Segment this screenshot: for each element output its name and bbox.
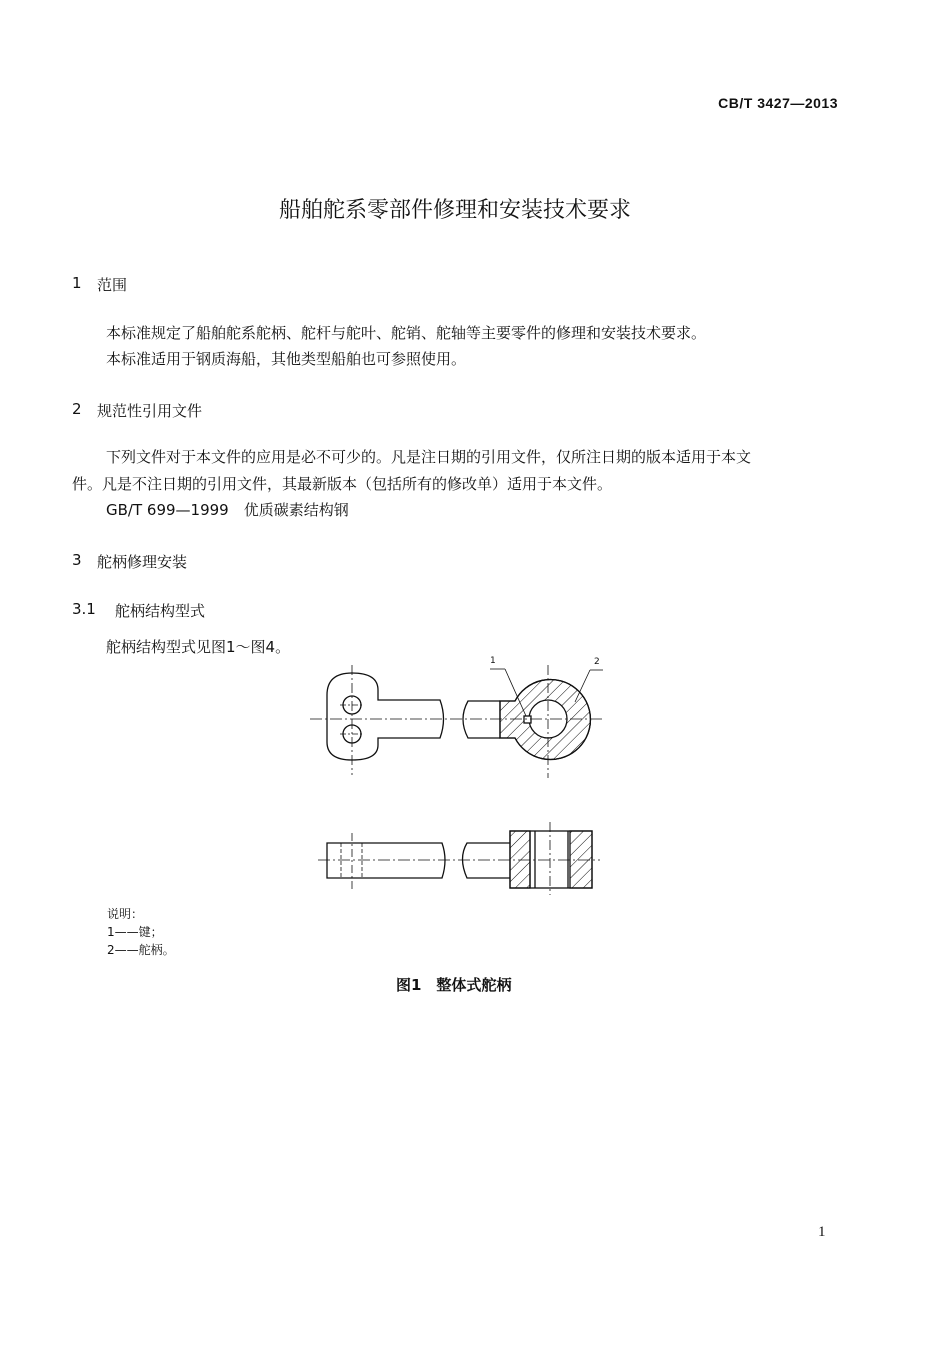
- normative-reference: GB/T 699—1999 优质碳素结构钢: [106, 501, 349, 519]
- section-2-number: 2: [72, 400, 82, 418]
- section-3-1-heading: 舵柄结构型式: [115, 602, 206, 620]
- section-1-heading: 范围: [97, 276, 128, 294]
- document-title: 船舶舵系零部件修理和安装技术要求: [278, 198, 631, 223]
- section-2-para-line-2: 件。凡是不注日期的引用文件，其最新版本（包括所有的修改单）适用于本文件。: [72, 475, 613, 493]
- standard-number: CB/T 3427—2013: [718, 95, 838, 111]
- legend-item-2: 2——舵柄。: [107, 943, 175, 957]
- page-number: 1: [818, 1224, 826, 1240]
- section-1-para-1: 本标准规定了船舶舵系舵柄、舵杆与舵叶、舵销、舵轴等主要零件的修理和安装技术要求。: [106, 324, 707, 342]
- section-3-1-number: 3.1: [72, 600, 96, 618]
- section-3-1-para: 舵柄结构型式见图1～图4。: [106, 638, 291, 656]
- side-view-arm: [327, 843, 445, 878]
- section-2-heading: 规范性引用文件: [97, 402, 203, 420]
- callout-2: 2: [594, 657, 600, 667]
- section-2-para-line-1: 下列文件对于本文件的应用是必不可少的。凡是注日期的引用文件，仅所注日期的版本适用于本文: [106, 448, 752, 466]
- figure-caption: 图1 整体式舵柄: [396, 976, 512, 994]
- key: [524, 716, 531, 723]
- section-1-number: 1: [72, 274, 82, 292]
- legend-title: 说明：: [107, 907, 144, 921]
- section-3-heading: 舵柄修理安装: [97, 553, 188, 571]
- tiller-end-outline: [327, 673, 444, 760]
- section-3-number: 3: [72, 551, 82, 569]
- callout-1: 1: [490, 656, 496, 666]
- section-1-para-2: 本标准适用于钢质海船，其他类型船舶也可参照使用。: [106, 350, 467, 368]
- legend-item-1: 1——键；: [107, 925, 163, 939]
